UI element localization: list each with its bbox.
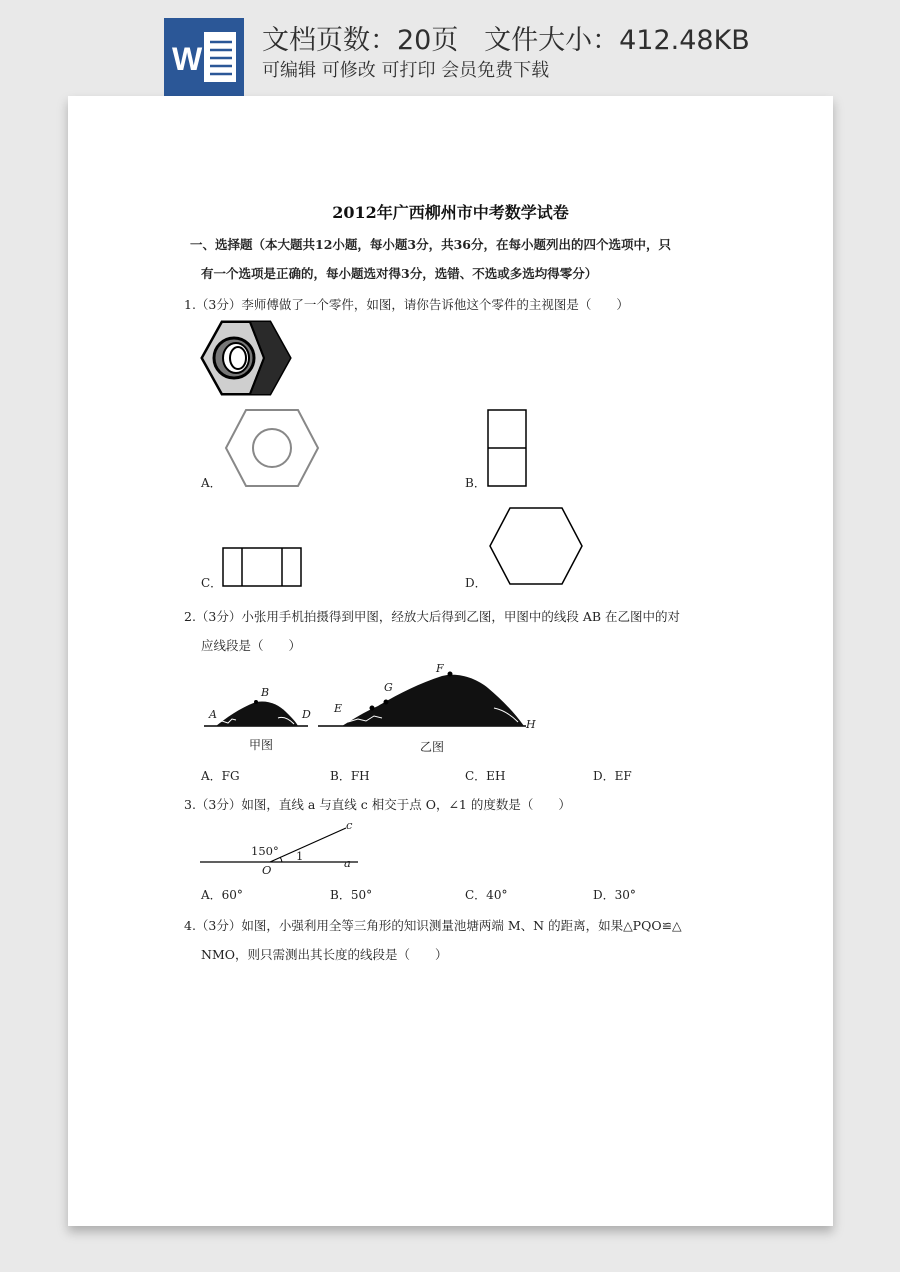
question-2-text-line2: 应线段是（ ） — [201, 638, 302, 653]
option-a-figure — [224, 408, 320, 488]
q3-option-b[interactable]: B．50° — [330, 888, 373, 902]
hex-nut-figure — [198, 318, 294, 398]
option-b-label[interactable]: B． — [465, 476, 486, 490]
point-f-label: F — [436, 662, 444, 675]
word-document-icon — [164, 18, 244, 96]
q2-option-a[interactable]: A．FG — [201, 769, 240, 783]
question-3-text: 3.（3分）如图，直线 a 与直线 c 相交于点 O，∠1 的度数是（ ） — [184, 797, 571, 812]
q3-option-d[interactable]: D．30° — [593, 888, 636, 902]
document-page — [68, 96, 833, 1226]
question-2-text-line1: 2.（3分）小张用手机拍摄得到甲图，经放大后得到乙图，甲图中的线段 AB 在乙图中的对 — [184, 609, 681, 624]
line-c-label: c — [346, 818, 353, 832]
option-d-figure — [488, 506, 584, 586]
option-a-label[interactable]: A． — [201, 476, 222, 490]
question-1-text: 1.（3分）李师傅做了一个零件，如图，请你告诉他这个零件的主视图是（ ） — [184, 297, 629, 312]
section1-heading-line2: 有一个选项是正确的，每小题选对得3分，选错、不选或多选均得零分） — [201, 266, 598, 281]
point-d-label: D — [302, 708, 311, 721]
point-g-label: G — [384, 681, 393, 694]
hill-figure-yi — [318, 664, 534, 732]
point-o-label: O — [262, 863, 272, 877]
question-4-text-line2: NMO，则只需测出其长度的线段是（ ） — [201, 947, 448, 962]
q3-option-c[interactable]: C．40° — [465, 888, 508, 902]
line-a-label: a — [344, 856, 351, 870]
header-banner — [0, 0, 900, 96]
hill-figure-jia — [202, 684, 310, 732]
q3-option-a[interactable]: A．60° — [201, 888, 243, 902]
q2-option-d[interactable]: D．EF — [593, 769, 632, 783]
question-4-text-line1: 4.（3分）如图，小强利用全等三角形的知识测量池塘两端 M、N 的距离，如果△PQO≌△ — [184, 918, 682, 933]
q2-option-b[interactable]: B．FH — [330, 769, 370, 783]
feature-list: 可编辑 可修改 可打印 会员免费下载 — [262, 60, 550, 81]
option-c-label[interactable]: C． — [201, 576, 223, 590]
section1-heading-line1: 一、选择题（本大题共12小题，每小题3分，共36分，在每小题列出的四个选项中，只 — [190, 237, 671, 252]
figure-jia-caption: 甲图 — [249, 738, 274, 752]
point-e-label: E — [334, 702, 343, 715]
figure-yi-caption: 乙图 — [420, 740, 445, 754]
exam-title: 2012年广西柳州市中考数学试卷 — [332, 203, 569, 222]
word-icon-letter: W — [172, 41, 203, 77]
point-b-label: B — [261, 686, 270, 699]
intersecting-lines-figure — [198, 824, 368, 874]
q2-option-c[interactable]: C．EH — [465, 769, 506, 783]
document-info: 文档页数：20页 文件大小：412.48KB — [262, 25, 750, 56]
angle-1-label: 1 — [296, 849, 304, 863]
option-b-figure — [487, 409, 527, 487]
option-d-label[interactable]: D． — [465, 576, 487, 590]
option-c-figure — [222, 547, 302, 587]
point-a-label: A — [209, 708, 217, 721]
point-h-label: H — [526, 718, 536, 731]
angle-150-label: 150° — [251, 844, 279, 858]
